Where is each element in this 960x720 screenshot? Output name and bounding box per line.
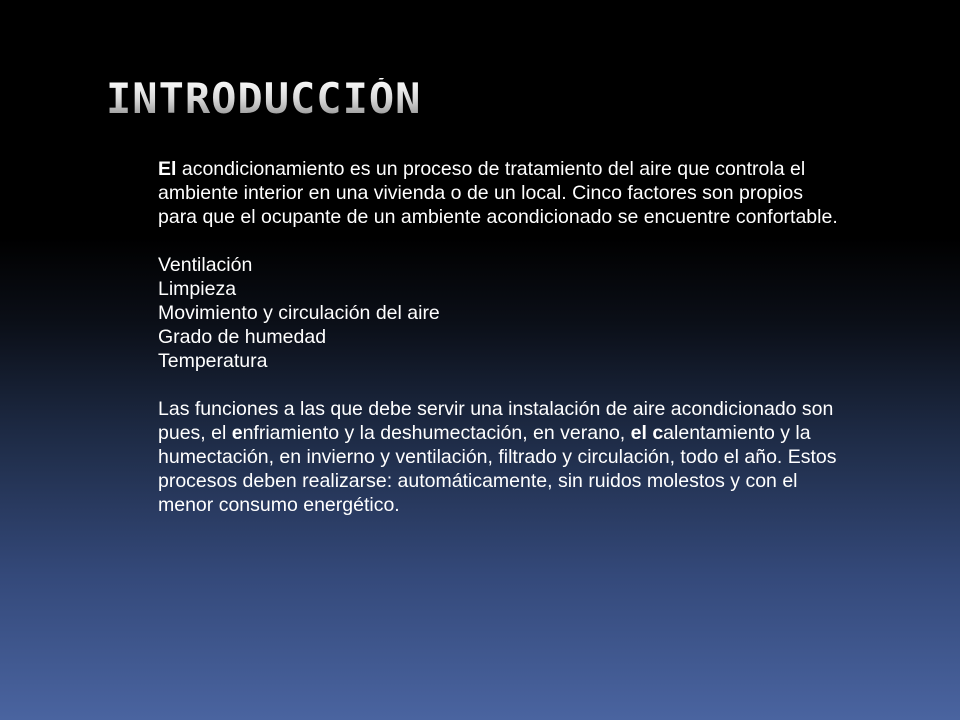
factor-item: Ventilación: [158, 254, 253, 276]
functions-paragraph: [158, 397, 838, 517]
factor-item: Grado de humedad: [158, 326, 327, 348]
functions-bold-2: el c: [630, 422, 664, 444]
spacer: [158, 373, 838, 397]
functions-bold-1: e: [231, 422, 243, 444]
intro-lead: El: [158, 158, 177, 180]
slide-title: INTRODUCCIÓN: [106, 74, 422, 123]
factors-list: [158, 253, 838, 373]
factor-item: Temperatura: [158, 350, 268, 372]
slide-content: [158, 157, 838, 517]
factor-item: Limpieza: [158, 278, 237, 300]
functions-text-2: nfriamiento y la deshumectación, en verano,: [242, 422, 631, 444]
factor-item: Movimiento y circulación del aire: [158, 302, 440, 324]
spacer: [158, 229, 838, 253]
functions-text-1: Las funciones a las que debe servir una instalación de aire acondicionado son pues, el: [158, 398, 834, 444]
intro-paragraph: [158, 157, 838, 229]
functions-text-3: alentamiento y la humectación, en invierno y ventilación, filtrado y circulación, todo el año. Estos procesos deben realizarse: automáticamente, sin ruidos molestos y con el menor consumo energético.: [158, 422, 837, 516]
intro-text: acondicionamiento es un proceso de tratamiento del aire que controla el ambiente interior en una vivienda o de un local. Cinco factores son propios para que el ocupante de un ambiente acondicionado se encuentre confortable.: [158, 158, 838, 228]
